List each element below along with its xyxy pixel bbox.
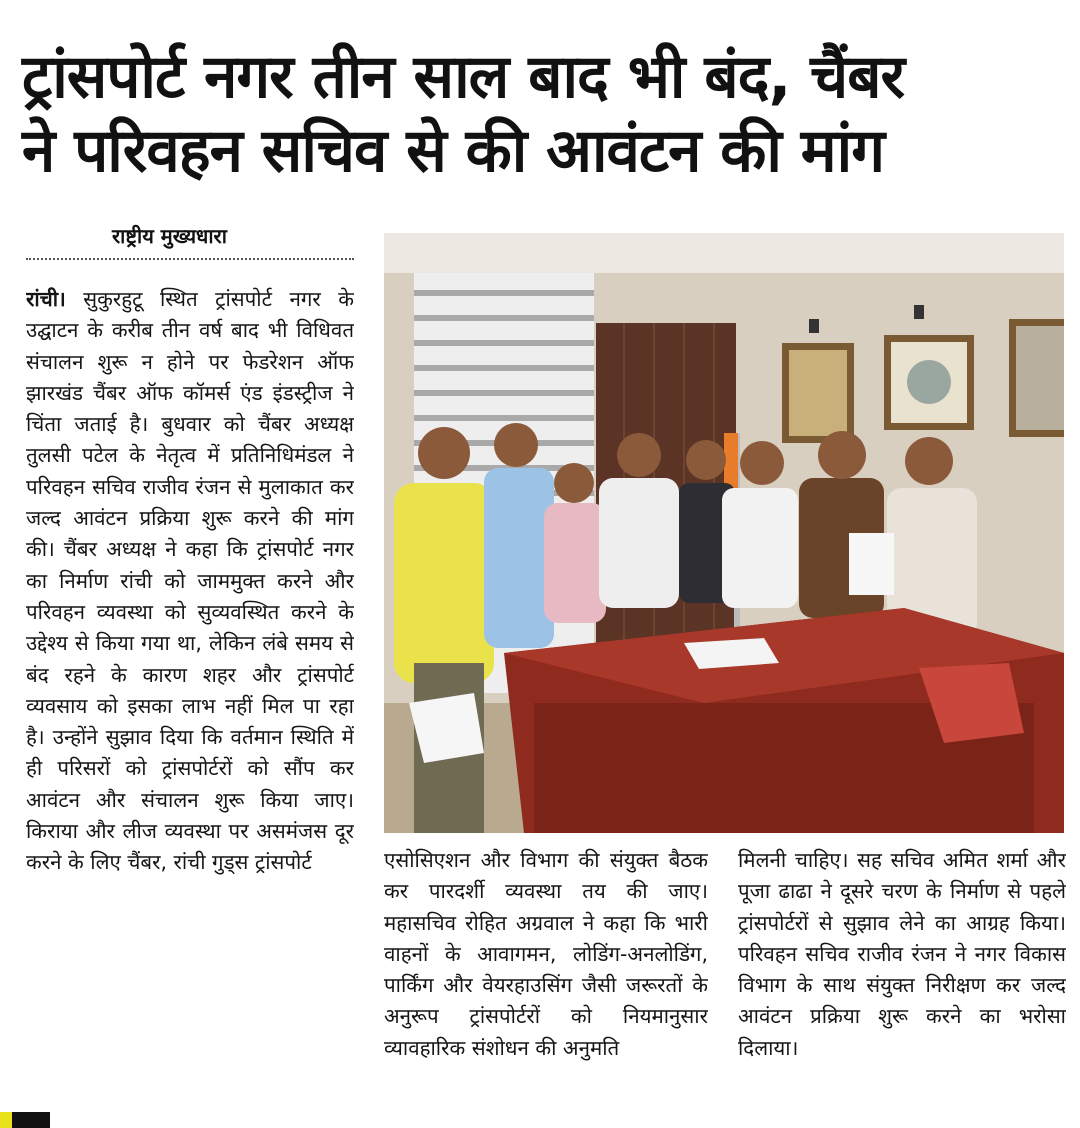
column-1-body: सुकुरहुटू स्थित ट्रांसपोर्ट नगर के उद्घाटन के करीब तीन वर्ष बाद भी विधिवत संचालन शुरू न होने पर फेडरेशन ऑफ झारखंड चैंबर ऑफ कॉमर्स एंड इंडस्ट्रीज ने चिंता जताई है। बुधवार को चैंबर अध्यक्ष तुलसी पटेल के नेतृत्व में प्रतिनिधिमंडल ने परिवहन सचिव राजीव रंजन से मुलाकात कर जल्द आवंटन प्रक्रिया शुरू करने की मांग की। चैंबर अध्यक्ष ने कहा कि ट्रांसपोर्ट नगर का निर्माण रांची को जाममुक्त करने और परिवहन व्यवस्था को सुव्यवस्थित करने के उद्देश्य से किया गया था, लेकिन लंबे समय से बंद रहने के कारण शहर और ट्रांसपोर्ट व्यवसाय को इसका लाभ नहीं मिल पा रहा है। उन्होंने सुझाव दिया कि वर्तमान स्थिति में ही परिसरों को ट्रांसपोर्टरों को सौंप कर आवंटन और संचालन शुरू किया जाए। किराया और लीज व्यवस्था पर असमंजस दूर करने के लिए चैंबर, रांची गुड्स ट्रांसपोर्ट: [26, 287, 354, 875]
article-column-1: [26, 284, 354, 1120]
byline: राष्ट्रीय मुख्यधारा: [112, 224, 227, 248]
headline-line-1: ट्रांसपोर्ट नगर तीन साल बाद भी बंद, चैंबर: [22, 42, 905, 112]
article-column-3: मिलनी चाहिए। सह सचिव अमित शर्मा और पूजा ढाढा ने दूसरे चरण के निर्माण से पहले ट्रांसपोर्टरों से सुझाव लेने का आग्रह किया। परिवहन सचिव राजीव रंजन ने नगर विकास विभाग के साथ संयुक्त निरीक्षण कर जल्द आवंटन प्रक्रिया शुरू करने का भरोसा दिलाया।: [738, 848, 1066, 1060]
news-photo: [384, 233, 1064, 833]
headline-line-2: ने परिवहन सचिव से की आवंटन की मांग: [22, 116, 884, 186]
headline: [22, 40, 1062, 188]
dateline: रांची।: [26, 287, 66, 311]
page-corner-marker: [0, 1112, 50, 1128]
byline-divider: [26, 258, 354, 260]
photo-illustration: [384, 233, 1064, 833]
article-column-2: एसोसिएशन और विभाग की संयुक्त बैठक कर पारदर्शी व्यवस्था तय की जाए। महासचिव रोहित अग्रवाल ने कहा कि भारी वाहनों के आवागमन, लोडिंग-अनलोडिंग, पार्किंग और वेयरहाउसिंग जैसी जरूरतों के अनुरूप ट्रांसपोर्टरों को नियमानुसार व्यावहारिक संशोधन की अनुमति: [384, 848, 708, 1060]
